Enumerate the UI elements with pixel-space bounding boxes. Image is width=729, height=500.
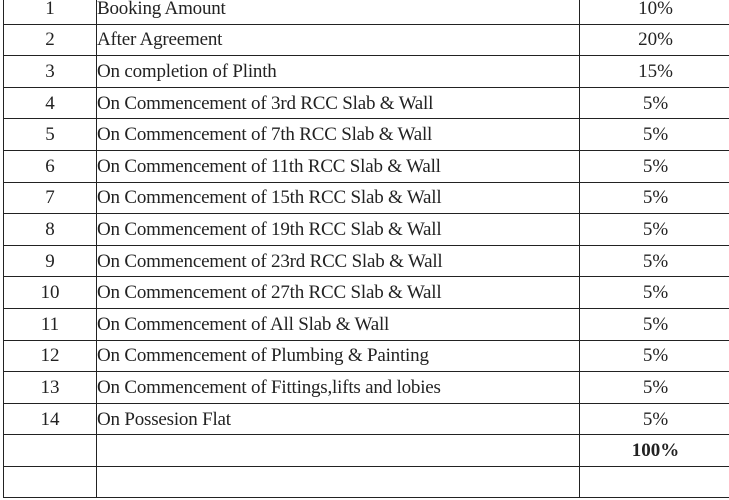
stage-percentage: 10% [580,0,729,24]
row-number: 9 [4,245,97,277]
table-row [4,403,729,435]
stage-description: On Commencement of Fittings,lifts and lobies [97,372,580,404]
table-row [4,245,729,277]
table-row [4,308,729,340]
stage-description: On Commencement of 15th RCC Slab & Wall [97,182,580,214]
stage-description: On Commencement of 7th RCC Slab & Wall [97,119,580,151]
stage-description: On Commencement of All Slab & Wall [97,308,580,340]
stage-percentage: 5% [580,372,729,404]
row-number: 11 [4,308,97,340]
stage-description: After Agreement [97,24,580,56]
row-number: 14 [4,403,97,435]
stage-description: On Possesion Flat [97,403,580,435]
stage-percentage: 5% [580,245,729,277]
row-number: 12 [4,340,97,372]
row-number: 13 [4,372,97,404]
stage-percentage: 5% [580,403,729,435]
payment-schedule-table [3,0,729,498]
stage-description: On Commencement of 23rd RCC Slab & Wall [97,245,580,277]
payment-schedule [3,0,729,498]
table-row [4,56,729,88]
row-number: 4 [4,87,97,119]
stage-percentage: 5% [580,340,729,372]
row-number: 8 [4,214,97,246]
table-row [4,87,729,119]
stage-percentage: 15% [580,56,729,88]
table-row [4,150,729,182]
table-row [4,372,729,404]
stage-description: On completion of Plinth [97,56,580,88]
blank-row [4,466,729,497]
row-number: 3 [4,56,97,88]
table-row [4,24,729,56]
row-number: 7 [4,182,97,214]
row-number: 10 [4,277,97,309]
stage-percentage: 5% [580,150,729,182]
stage-description: On Commencement of 3rd RCC Slab & Wall [97,87,580,119]
stage-description: On Commencement of 19th RCC Slab & Wall [97,214,580,246]
table-row [4,119,729,151]
schedule-body [4,0,729,435]
schedule-footer [4,435,729,498]
table-row [4,277,729,309]
stage-description: On Commencement of 27th RCC Slab & Wall [97,277,580,309]
blank-cell [580,466,729,497]
row-number: 5 [4,119,97,151]
stage-percentage: 5% [580,87,729,119]
table-row [4,214,729,246]
table-row [4,182,729,214]
stage-percentage: 5% [580,182,729,214]
total-row-label-cell [97,435,580,467]
stage-description: Booking Amount [97,0,580,24]
total-row-number-cell [4,435,97,467]
stage-description: On Commencement of 11th RCC Slab & Wall [97,150,580,182]
stage-percentage: 20% [580,24,729,56]
table-row [4,340,729,372]
total-row [4,435,729,467]
blank-cell [97,466,580,497]
stage-percentage: 5% [580,277,729,309]
table-row [4,0,729,24]
row-number: 6 [4,150,97,182]
stage-percentage: 5% [580,119,729,151]
row-number: 1 [4,0,97,24]
blank-cell [4,466,97,497]
stage-percentage: 5% [580,214,729,246]
row-number: 2 [4,24,97,56]
total-percentage: 100% [580,435,729,467]
stage-percentage: 5% [580,308,729,340]
stage-description: On Commencement of Plumbing & Painting [97,340,580,372]
